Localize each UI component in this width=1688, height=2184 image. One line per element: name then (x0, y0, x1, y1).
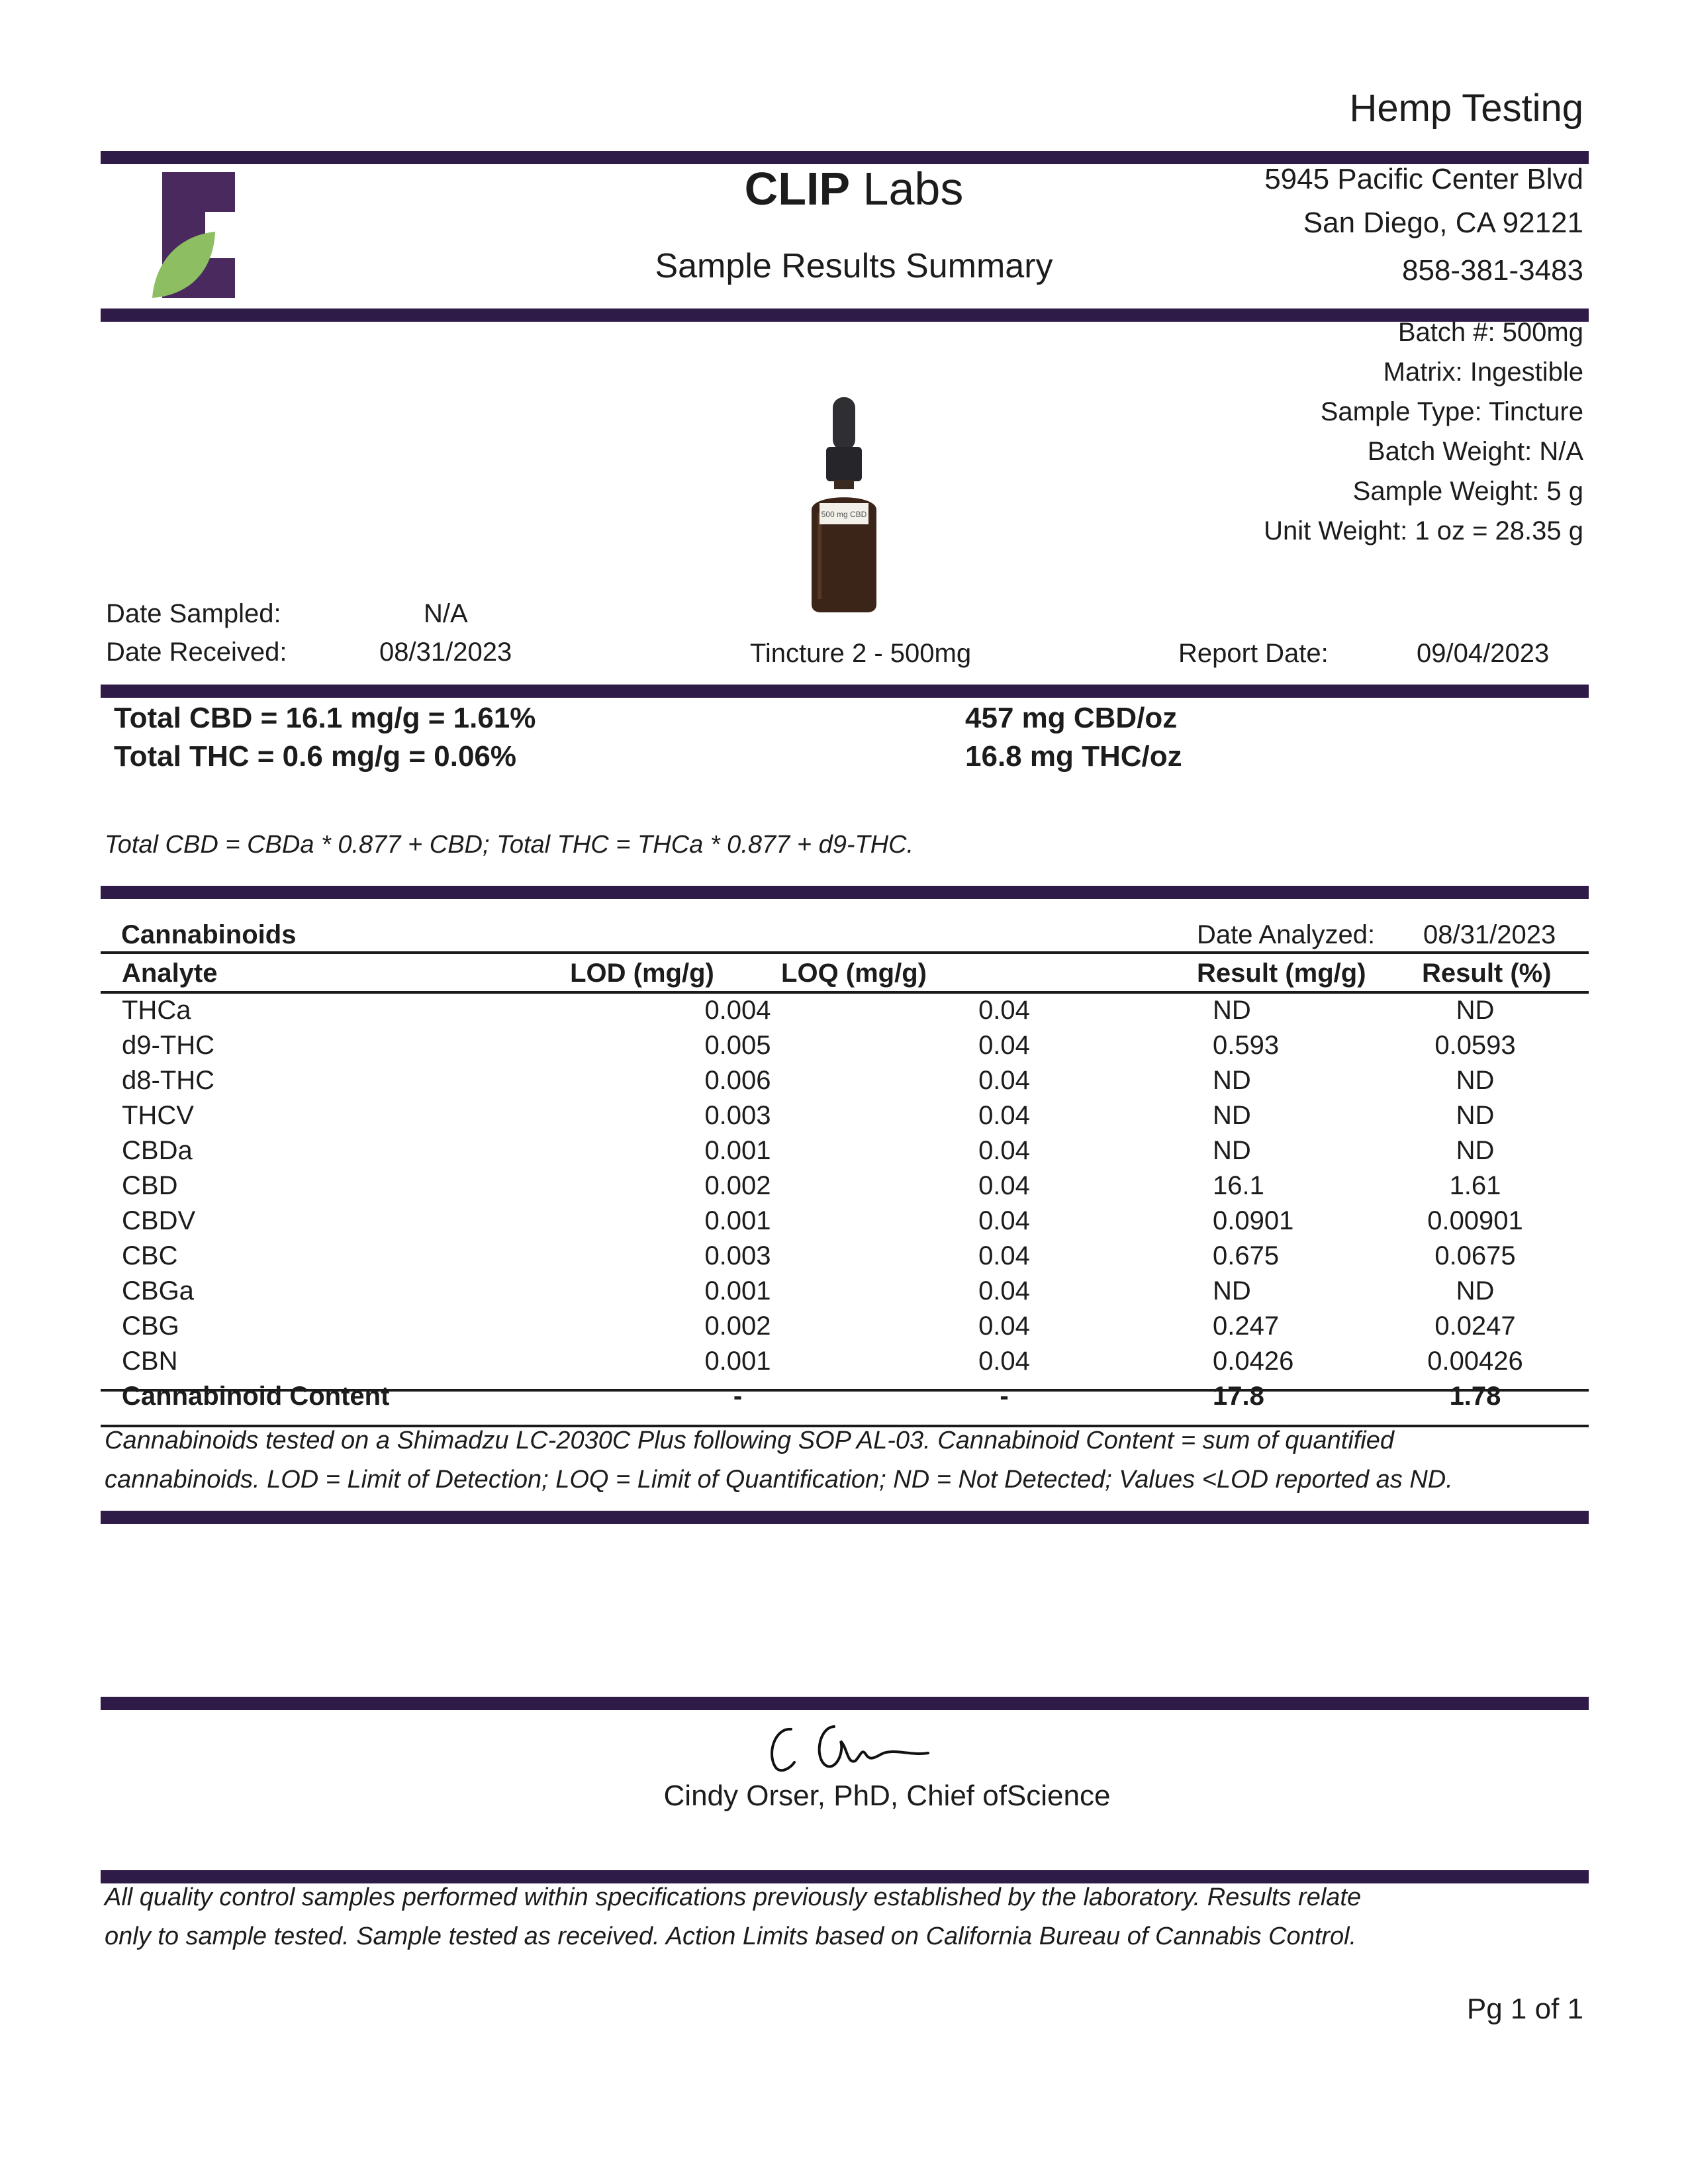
table-row (101, 1168, 1589, 1204)
cannabinoids-section-title: Cannabinoids (121, 920, 297, 949)
disclaimer-line2: only to sample tested. Sample tested as received. Action Limits based on California Bureau of Cannabis Control. (105, 1923, 1357, 1950)
cell-result-pct: ND (1456, 996, 1495, 1025)
lab-address-line1: 5945 Pacific Center Blvd (1264, 163, 1583, 195)
date-sampled-label: Date Sampled: (106, 599, 281, 628)
clip-labs-logo (142, 166, 248, 305)
cell-analyte: CBGa (122, 1276, 194, 1306)
thc-per-oz: 16.8 mg THC/oz (965, 740, 1182, 773)
cell-result-pct: ND (1456, 1066, 1495, 1095)
date-analyzed-value: 08/31/2023 (1423, 920, 1556, 949)
cell-loq: 0.04 (978, 1101, 1030, 1130)
cell-lod: 0.002 (704, 1171, 771, 1200)
cannabinoids-note-line1: Cannabinoids tested on a Shimadzu LC-2030C Plus following SOP AL-03. Cannabinoid Content = sum of quantified (105, 1427, 1395, 1454)
cell-lod: 0.001 (704, 1276, 771, 1306)
page-number: Pg 1 of 1 (1466, 1993, 1583, 2025)
cell-result-pct: 0.0675 (1434, 1241, 1516, 1270)
cannabinoid-results-table (101, 993, 1589, 1414)
bottle-label-text: 500 mg CBD (821, 510, 867, 519)
table-row (101, 1133, 1589, 1168)
cell-result-pct: 0.0247 (1434, 1311, 1516, 1341)
cell-analyte: CBN (122, 1347, 178, 1376)
cell-lod: 0.005 (704, 1031, 771, 1060)
cell-loq: 0.04 (978, 1206, 1030, 1235)
cbd-per-oz: 457 mg CBD/oz (965, 702, 1178, 734)
batch-number: Batch #: 500mg (1397, 318, 1583, 347)
date-analyzed-label: Date Analyzed: (1197, 920, 1376, 949)
cell-lod: 0.001 (704, 1206, 771, 1235)
cell-lod: 0.001 (704, 1347, 771, 1376)
table-rule-top (101, 951, 1589, 954)
col-header-result-mg: Result (mg/g) (1197, 959, 1366, 988)
total-thc: Total THC = 0.6 mg/g = 0.06% (114, 740, 517, 773)
product-photo (801, 394, 887, 612)
cell-analyte: CBG (122, 1311, 179, 1341)
cell-analyte: CBD (122, 1171, 178, 1200)
signature-divider-top (101, 1697, 1589, 1710)
cell-result-mg: ND (1213, 1066, 1251, 1095)
table-row (101, 1028, 1589, 1063)
cell-analyte: THCV (122, 1101, 194, 1130)
report-date-label: Report Date: (1178, 639, 1329, 668)
col-header-loq: LOQ (mg/g) (781, 959, 927, 988)
lab-name (616, 162, 1092, 215)
cell-lod: 0.003 (704, 1101, 771, 1130)
lab-name-rest: Labs (850, 163, 964, 214)
totals-formula: Total CBD = CBDa * 0.877 + CBD; Total THC = THCa * 0.877 + d9-THC. (105, 831, 914, 859)
cell-lod: 0.004 (704, 996, 771, 1025)
table-row (101, 1204, 1589, 1239)
cell-loq: 0.04 (978, 1347, 1030, 1376)
cell-analyte: CBDV (122, 1206, 196, 1235)
cell-loq: 0.04 (978, 1136, 1030, 1165)
cannabinoids-note-line2: cannabinoids. LOD = Limit of Detection; LOQ = Limit of Quantification; ND = Not Detected; Values <LOD reported as ND. (105, 1466, 1453, 1494)
cell-result-pct: ND (1456, 1101, 1495, 1130)
lab-name-bold: CLIP (744, 163, 851, 214)
date-received-value: 08/31/2023 (379, 638, 512, 667)
cell-loq: 0.04 (978, 1031, 1030, 1060)
cell-result-pct: 0.00901 (1427, 1206, 1523, 1235)
cell-analyte: CBC (122, 1241, 178, 1270)
cell-result-pct: 0.0593 (1434, 1031, 1516, 1060)
cell-result-pct: 0.00426 (1427, 1347, 1523, 1376)
dropper-bulb (833, 397, 855, 450)
cell-loq: 0.04 (978, 1171, 1030, 1200)
table-row (101, 1344, 1589, 1379)
col-header-result-pct: Result (%) (1422, 959, 1552, 988)
sample-type: Sample Type: Tincture (1320, 397, 1583, 426)
cell-result-mg: ND (1213, 1101, 1251, 1130)
cannabinoids-divider-top (101, 886, 1589, 899)
table-row (101, 993, 1589, 1028)
cell-analyte: d8-THC (122, 1066, 215, 1095)
cell-result-mg: 0.0426 (1213, 1347, 1294, 1376)
cell-loq: 0.04 (978, 1066, 1030, 1095)
col-header-lod: LOD (mg/g) (570, 959, 714, 988)
disclaimer-line1: All quality control samples performed within specifications previously established by the laboratory. Results relate (105, 1883, 1362, 1911)
cell-result-mg: 0.675 (1213, 1241, 1280, 1270)
total-cbd: Total CBD = 16.1 mg/g = 1.61% (114, 702, 536, 734)
product-name: Tincture 2 - 500mg (749, 639, 972, 668)
cell-loq: 0.04 (978, 996, 1030, 1025)
col-header-analyte: Analyte (122, 959, 218, 988)
lab-address-line2: San Diego, CA 92121 (1303, 207, 1583, 239)
cell-lod: 0.002 (704, 1311, 771, 1341)
cell-result-pct: ND (1456, 1136, 1495, 1165)
cell-result-pct: 1.61 (1449, 1171, 1501, 1200)
cell-total-loq: - (1000, 1382, 1009, 1411)
cell-result-mg: 0.247 (1213, 1311, 1280, 1341)
cell-total-analyte: Cannabinoid Content (122, 1382, 390, 1411)
table-row (101, 1098, 1589, 1133)
sample-weight: Sample Weight: 5 g (1352, 477, 1583, 506)
signature-image (755, 1715, 966, 1781)
cell-analyte: d9-THC (122, 1031, 215, 1060)
cell-loq: 0.04 (978, 1311, 1030, 1341)
totals-divider (101, 685, 1589, 698)
cell-lod: 0.006 (704, 1066, 771, 1095)
cell-result-pct: ND (1456, 1276, 1495, 1306)
cell-result-mg: 0.593 (1213, 1031, 1280, 1060)
cell-result-mg: 16.1 (1213, 1171, 1264, 1200)
cell-analyte: THCa (122, 996, 191, 1025)
cell-result-mg: ND (1213, 996, 1251, 1025)
cell-total-result-mg: 17.8 (1213, 1382, 1264, 1411)
table-row (101, 1274, 1589, 1309)
cell-result-mg: ND (1213, 1136, 1251, 1165)
date-sampled-value: N/A (424, 599, 468, 628)
table-row (101, 1309, 1589, 1344)
cell-result-mg: 0.0901 (1213, 1206, 1294, 1235)
cell-lod: 0.003 (704, 1241, 771, 1270)
matrix: Matrix: Ingestible (1383, 357, 1583, 387)
cell-lod: 0.001 (704, 1136, 771, 1165)
cell-loq: 0.04 (978, 1276, 1030, 1306)
signatory-name: Cindy Orser, PhD, Chief ofScience (663, 1780, 1111, 1812)
dropper-cap (826, 447, 862, 481)
table-total-row (101, 1379, 1589, 1414)
report-category: Hemp Testing (1349, 87, 1583, 130)
report-date-value: 09/04/2023 (1417, 639, 1550, 668)
date-received-label: Date Received: (106, 638, 287, 667)
cell-analyte: CBDa (122, 1136, 193, 1165)
batch-weight: Batch Weight: N/A (1367, 437, 1583, 466)
cell-loq: 0.04 (978, 1241, 1030, 1270)
bottle-neck (834, 480, 854, 489)
footer-divider (101, 1870, 1589, 1883)
cell-total-lod: - (733, 1382, 743, 1411)
cannabinoids-divider-bottom (101, 1511, 1589, 1524)
table-row (101, 1063, 1589, 1098)
cell-total-result-pct: 1.78 (1449, 1382, 1501, 1411)
unit-weight: Unit Weight: 1 oz = 28.35 g (1264, 516, 1583, 546)
cell-result-mg: ND (1213, 1276, 1251, 1306)
report-subtitle: Sample Results Summary (655, 247, 1053, 285)
table-row (101, 1239, 1589, 1274)
lab-phone: 858-381-3483 (1401, 254, 1583, 287)
